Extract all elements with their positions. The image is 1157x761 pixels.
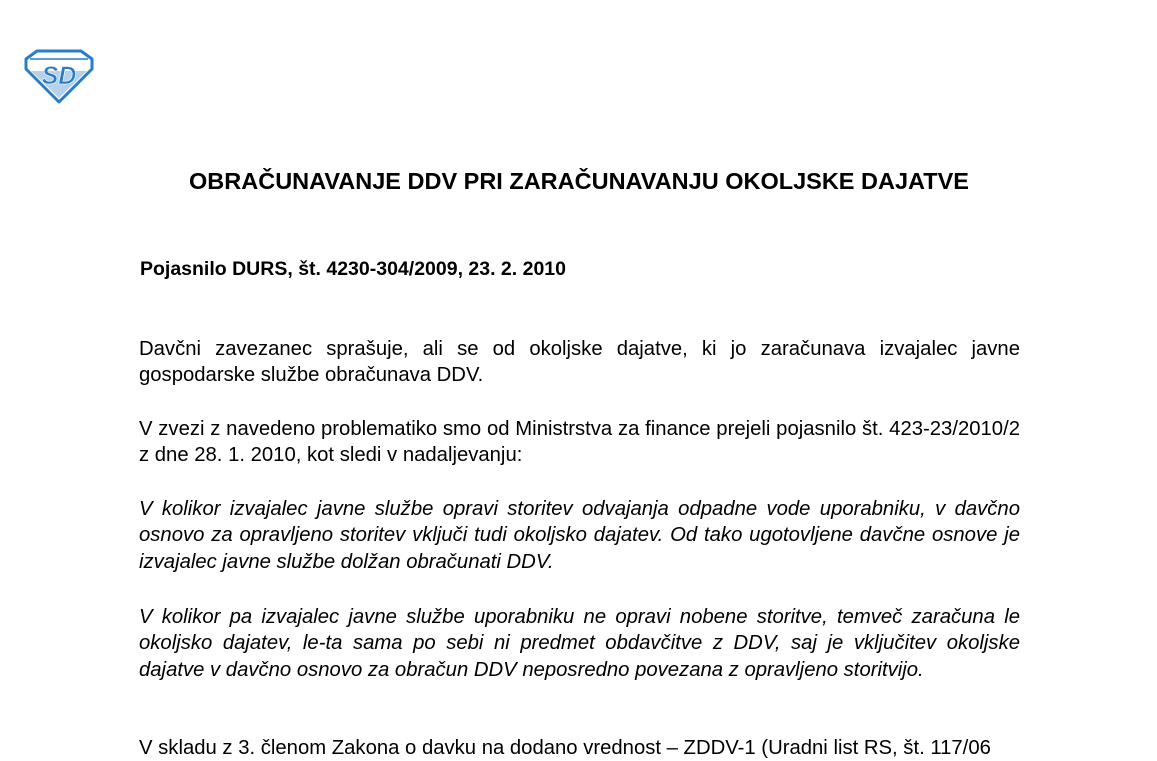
paragraph-question: Davčni zavezanec sprašuje, ali se od okoljske dajatve, ki jo zaračunava izvajalec javne gospodarske službe obračunava DDV. [139,338,1020,387]
document-subtitle: Pojasnilo DURS, št. 4230-304/2009, 23. 2. 2010 [140,258,566,280]
logo-letters: SD [41,62,77,90]
paragraph-legal-basis: V skladu z 3. členom Zakona o davku na dodano vrednost – ZDDV-1 (Uradni list RS, št. 117/06 [139,737,991,759]
paragraph-quote-service: V kolikor izvajalec javne službe opravi storitev odvajanja odpadne vode uporabniku, v davčno osnovo za opravljeno storitev vključi tudi okoljsko dajatev. Od tako ugotovljene davčne osnove je izvajalec javne službe dolžan obračunati DDV. [139,498,1020,573]
sd-shield-logo-icon [22,50,96,104]
paragraph-ministry-reference: V zvezi z navedeno problematiko smo od Ministrstva za finance prejeli pojasnilo št. 423-23/2010/2 z dne 28. 1. 2010, kot sledi v nadaljevanju: [139,418,1020,467]
paragraph-quote-no-service: V kolikor pa izvajalec javne službe uporabniku ne opravi nobene storitve, temveč zaračuna le okoljsko dajatev, le-ta sama po sebi ni predmet obdavčitve z DDV, saj je vključitev okoljske dajatve v davčno osnovo za obračun DDV neposredno povezana z opravljeno storitvijo. [139,606,1020,681]
document-title: OBRAČUNAVANJE DDV PRI ZARAČUNAVANJU OKOLJSKE DAJATVE [189,168,969,194]
